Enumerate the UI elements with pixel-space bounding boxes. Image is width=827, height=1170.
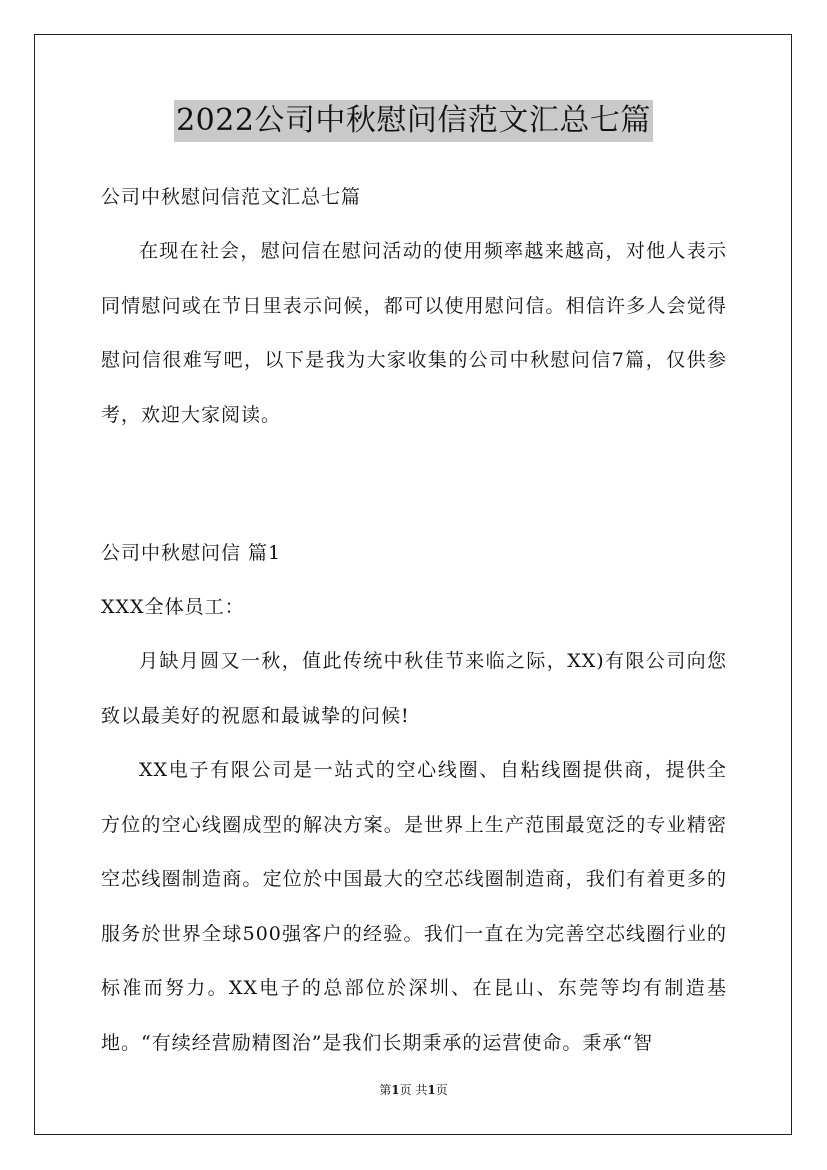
document-subtitle: 公司中秋慰问信范文汇总七篇	[101, 186, 362, 208]
footer-page-suffix: 页	[435, 1083, 448, 1097]
title-container	[0, 100, 827, 142]
document-body	[101, 170, 727, 1070]
footer-page-current: 1	[391, 1083, 400, 1097]
page-footer	[0, 1082, 827, 1098]
body-paragraph-2: XX电子有限公司是一站式的空心线圈、自粘线圈提供商，提供全方位的空心线圈成型的解决方案。是世界上生产范围最宽泛的专业精密空芯线圈制造商。定位於中国最大的空芯线圈制造商，我们有着更多的服务於世界全球500强客户的经验。我们一直在为完善空芯线圈行业的标准而努力。XX电子的总部位於深圳、在昆山、东莞等均有制造基地。“有续经营励精图治”是我们长期秉承的运营使命。秉承“智	[101, 759, 727, 1054]
salutation: XXX全体员工：	[101, 596, 245, 618]
document-title: 2022公司中秋慰问信范文汇总七篇	[174, 100, 653, 142]
section-heading: 公司中秋慰问信 篇1	[101, 542, 282, 564]
body-paragraph-1: 月缺月圆又一秋，值此传统中秋佳节来临之际，XX)有限公司向您致以最美好的祝愿和最诚挚的问候!	[101, 650, 727, 727]
intro-paragraph: 在现在社会，慰问信在慰问活动的使用频率越来越高，对他人表示同情慰问或在节日里表示问候，都可以使用慰问信。相信许多人会觉得慰问信很难写吧，以下是我为大家收集的公司中秋慰问信7篇，仅供参考，欢迎大家阅读。	[101, 240, 727, 426]
footer-page-total: 1	[427, 1083, 436, 1097]
footer-page-mid: 页 共	[399, 1083, 428, 1097]
footer-page-prefix: 第	[379, 1083, 392, 1097]
